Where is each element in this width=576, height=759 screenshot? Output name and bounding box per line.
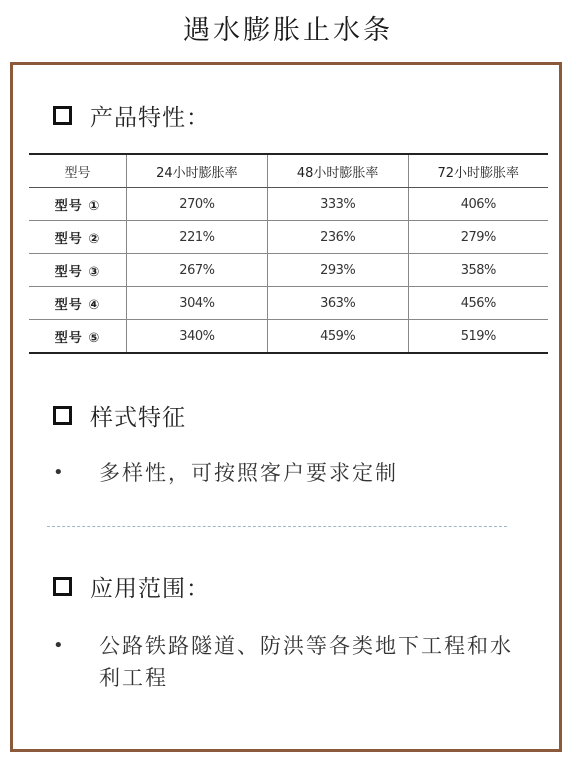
rate-24h-cell: 221%	[127, 221, 268, 254]
content-panel	[10, 62, 562, 752]
rate-48h-cell: 236%	[267, 221, 408, 254]
table-row	[29, 287, 548, 320]
section-heading-product-features	[53, 99, 210, 132]
rate-24h-cell: 340%	[127, 320, 268, 354]
square-bullet-icon	[53, 106, 72, 125]
expansion-rate-table	[29, 153, 548, 354]
section-heading-label: 样式特征	[90, 405, 186, 431]
style-bullet-item	[53, 457, 398, 489]
table-row	[29, 254, 548, 287]
bullet-text: 公路铁路隧道、防洪等各类地下工程和水利工程	[99, 634, 513, 690]
rate-48h-cell: 293%	[267, 254, 408, 287]
application-bullet-item	[53, 630, 529, 694]
rate-48h-cell: 459%	[267, 320, 408, 354]
column-header-model: 型号	[29, 154, 127, 188]
section-heading-label: 应用范围：	[90, 576, 210, 602]
bullet-text: 多样性，可按照客户要求定制	[99, 461, 398, 485]
model-cell: 型号 ④	[29, 287, 127, 320]
rate-72h-cell: 519%	[408, 320, 548, 354]
model-cell: 型号 ②	[29, 221, 127, 254]
rate-72h-cell: 279%	[408, 221, 548, 254]
column-header-24h: 24小时膨胀率	[127, 154, 268, 188]
rate-72h-cell: 358%	[408, 254, 548, 287]
model-cell: 型号 ①	[29, 188, 127, 221]
section-heading-application-scope	[53, 570, 210, 603]
section-heading-style-features	[53, 399, 186, 432]
table-row	[29, 221, 548, 254]
section-heading-label: 产品特性：	[90, 105, 210, 131]
column-header-48h: 48小时膨胀率	[267, 154, 408, 188]
rate-24h-cell: 304%	[127, 287, 268, 320]
square-bullet-icon	[53, 577, 72, 596]
page-title: 遇水膨胀止水条	[183, 15, 393, 46]
rate-24h-cell: 270%	[127, 188, 268, 221]
bullet-dot-icon: •	[53, 462, 66, 483]
table-header-row	[29, 154, 548, 188]
model-cell: 型号 ⑤	[29, 320, 127, 354]
rate-48h-cell: 363%	[267, 287, 408, 320]
table-row	[29, 320, 548, 354]
rate-48h-cell: 333%	[267, 188, 408, 221]
bullet-dot-icon: •	[53, 635, 66, 656]
square-bullet-icon	[53, 406, 72, 425]
dashed-divider	[47, 526, 507, 527]
rate-72h-cell: 456%	[408, 287, 548, 320]
table-row	[29, 188, 548, 221]
rate-24h-cell: 267%	[127, 254, 268, 287]
rate-72h-cell: 406%	[408, 188, 548, 221]
column-header-72h: 72小时膨胀率	[408, 154, 548, 188]
model-cell: 型号 ③	[29, 254, 127, 287]
